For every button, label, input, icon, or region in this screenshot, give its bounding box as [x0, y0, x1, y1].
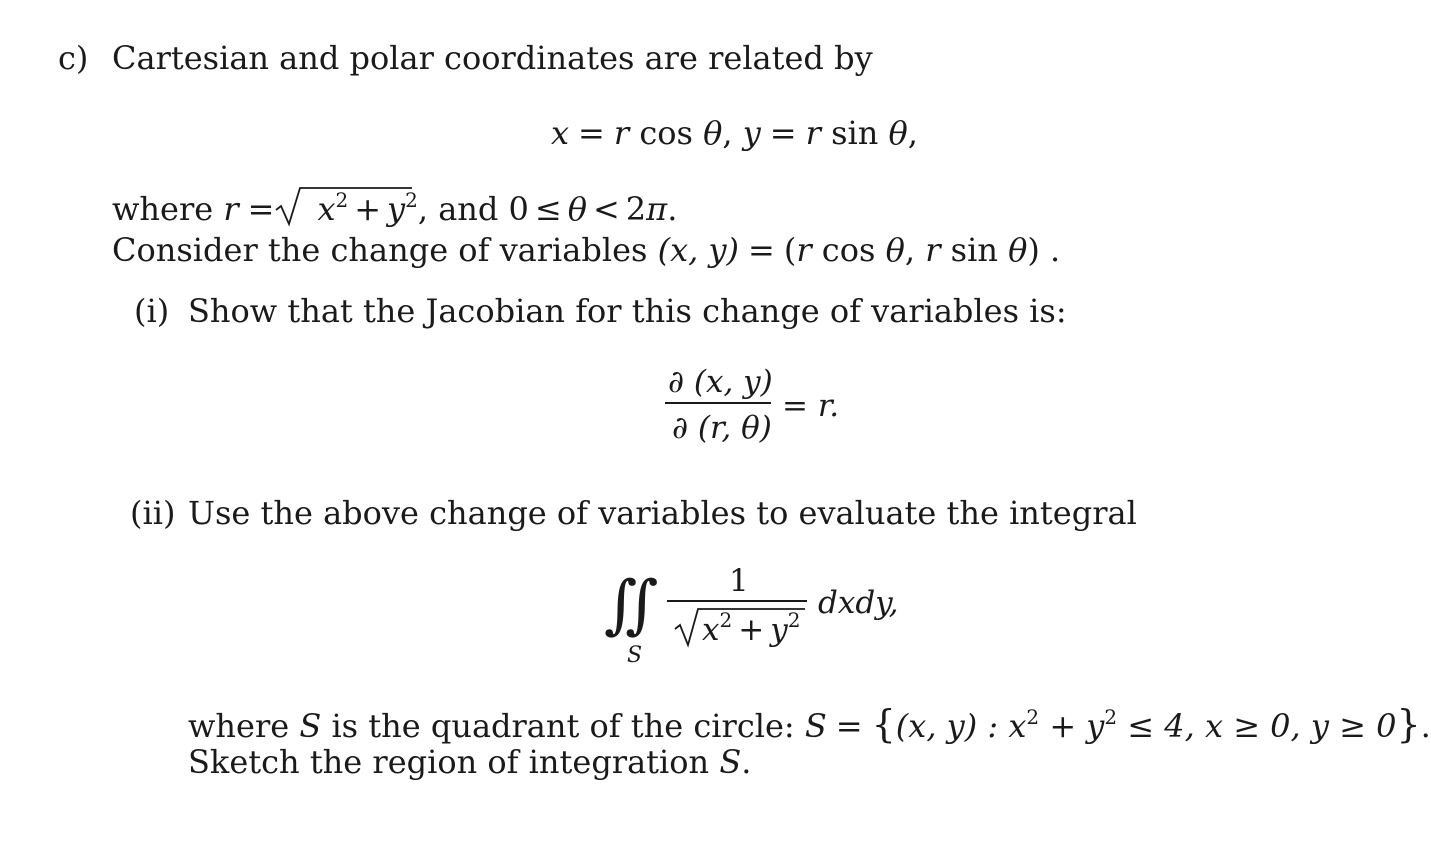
exponent: 2 — [787, 608, 801, 632]
exponent: 2 — [719, 608, 733, 632]
comma: , — [907, 114, 918, 152]
lhs-pair: (x, y) — [657, 231, 740, 269]
exponent: 2 — [1026, 705, 1040, 729]
var-y: y — [742, 114, 761, 152]
intro-text: Cartesian and polar coordinates are related by — [112, 39, 873, 77]
var-r: r — [613, 114, 630, 152]
sketch-text: Sketch the region of integration — [188, 743, 710, 781]
region-subscript: S — [627, 643, 643, 668]
period: . — [741, 743, 752, 781]
integrand-denominator — [702, 608, 801, 648]
subpart-ii-label: (ii) — [130, 494, 176, 532]
sin-function: sin — [831, 114, 879, 152]
period: . — [1420, 707, 1431, 745]
var-r: r — [223, 190, 239, 228]
consider-text: Consider the change of variables — [112, 231, 648, 269]
exponent: 2 — [1104, 705, 1118, 729]
paren-open: ( — [783, 231, 797, 269]
leq-sign: ≤ — [534, 190, 562, 228]
brace-open: { — [871, 702, 896, 746]
var-y: y — [387, 190, 406, 228]
comma: , — [904, 231, 916, 269]
period: . — [1050, 231, 1061, 269]
fraction-bar — [665, 402, 771, 404]
exponent: 2 — [335, 188, 349, 212]
var-theta: θ — [885, 231, 905, 269]
equals-sign: = — [835, 707, 863, 745]
var-r: r — [796, 231, 812, 269]
where-s-line — [188, 702, 1431, 746]
cos-function: cos — [821, 231, 876, 269]
subpart-i-label: (i) — [134, 292, 170, 330]
equals-sign: = — [578, 114, 605, 152]
where-description: is the quadrant of the circle: — [331, 707, 795, 745]
var-theta: θ — [888, 114, 908, 152]
var-r: r — [805, 114, 821, 152]
sketch-line — [188, 743, 752, 781]
where-word: where — [112, 190, 214, 228]
double-integral-sign: ∬ — [604, 568, 659, 642]
jacobian-rhs — [782, 388, 839, 424]
comma: , — [722, 114, 733, 152]
subpart-i-text: Show that the Jacobian for this change of variables is: — [188, 292, 1067, 330]
jacobian-numerator: ∂ (x, y) — [668, 364, 773, 400]
part-label: c) — [58, 39, 89, 77]
equals-sign: = — [247, 190, 275, 228]
var-r: r. — [817, 388, 840, 424]
subpart-ii-text: Use the above change of variables to evaluate the integral — [188, 494, 1137, 532]
exponent: 2 — [405, 188, 418, 212]
relation-equation — [551, 114, 918, 152]
var-theta: θ — [703, 114, 723, 152]
var-x: x — [317, 190, 336, 228]
var-theta: θ — [1008, 231, 1028, 269]
and-text: , and — [417, 190, 499, 228]
plus-sign: + — [738, 612, 765, 648]
differential: dxdy, — [818, 585, 899, 621]
sin-function: sin — [950, 231, 998, 269]
equals-sign: = — [782, 388, 808, 424]
period: . — [667, 190, 678, 228]
fraction-bar — [667, 600, 807, 602]
where-word: where — [188, 707, 290, 745]
paren-close: ) — [1027, 231, 1040, 269]
consider-line — [112, 231, 1061, 269]
set-body: ≤ 4, x ≥ 0, y ≥ 0 — [1127, 707, 1397, 745]
equals-sign: = — [748, 231, 775, 269]
var-x: x — [551, 114, 570, 152]
sqrt-symbol — [276, 186, 436, 226]
var-theta: θ — [567, 190, 587, 228]
set-body: + y — [1049, 707, 1105, 745]
var-r: r — [925, 231, 941, 269]
var-s: S — [719, 743, 742, 781]
jacobian-denominator: ∂ (r, θ) — [672, 410, 772, 446]
equals-sign: = — [769, 114, 797, 152]
set-body: (x, y) : x — [895, 707, 1027, 745]
var-x: x — [702, 612, 720, 648]
two: 2 — [625, 190, 647, 228]
zero: 0 — [508, 190, 529, 228]
var-y: y — [770, 612, 788, 648]
pi-symbol: π — [646, 190, 668, 228]
var-s: S — [299, 707, 322, 745]
var-s: S — [804, 707, 827, 745]
plus-sign: + — [354, 190, 382, 228]
integrand-numerator: 1 — [729, 563, 749, 599]
cos-function: cos — [639, 114, 693, 152]
brace-close: } — [1396, 702, 1421, 746]
lt-sign: < — [592, 190, 620, 228]
